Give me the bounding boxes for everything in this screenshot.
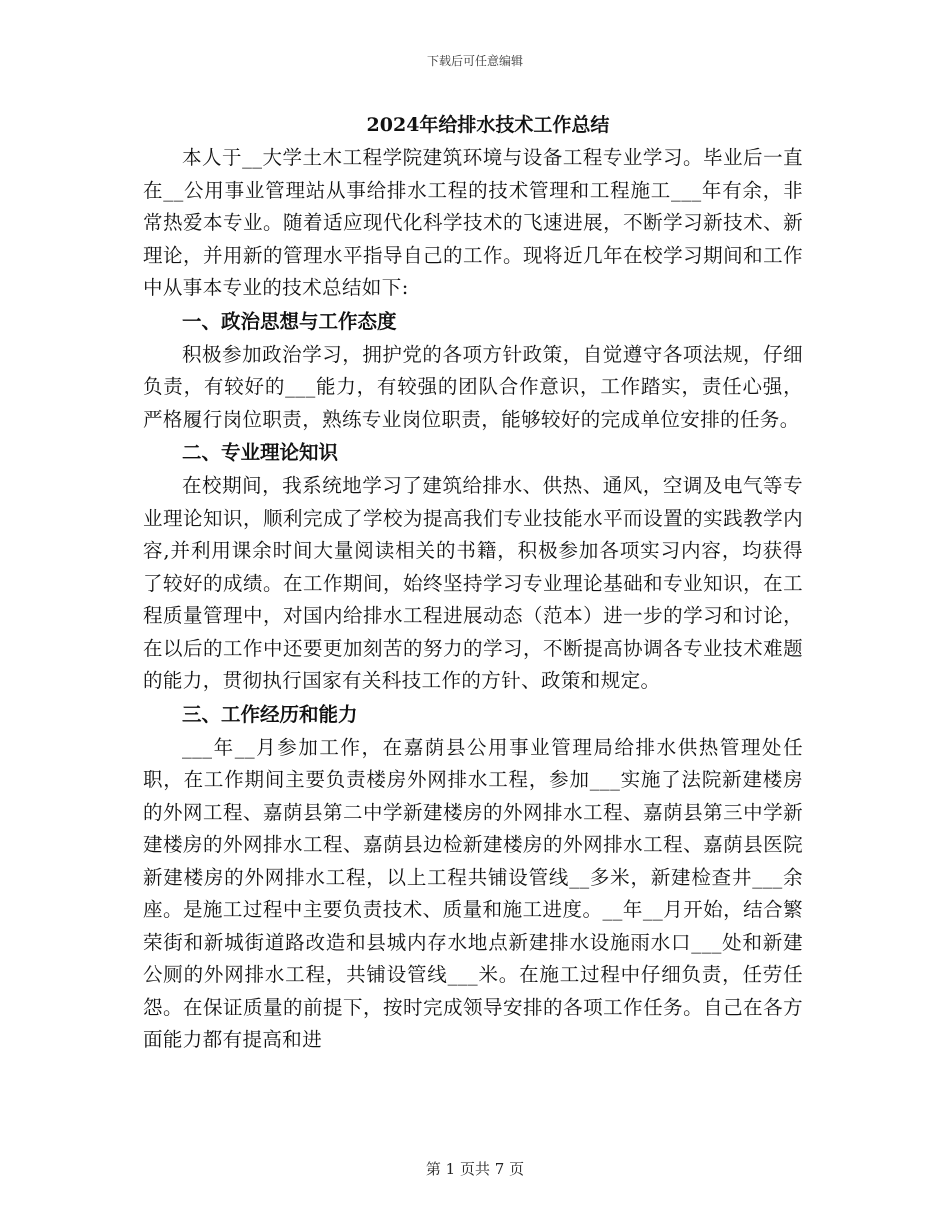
section-experience [143, 698, 803, 1057]
section-paragraph: 在校期间，我系统地学习了建筑给排水、供热、通风，空调及电气等专业理论知识，顺利完成了学校为提高我们专业技能水平而设置的实践教学内容,并利用课余时间大量阅读相关的书籍，积极参加各项实习内容，均获得了较好的成绩。在工作期间，始终坚持学习专业理论基础和专业知识，在工程质量管理中，对国内给排水工程进展动态（范本）进一步的学习和讨论，在以后的工作中还要更加刻苦的努力的学习，不断提高协调各专业技术难题的能力，贯彻执行国家有关科技工作的方针、政策和规定。 [143, 474, 803, 692]
section-political [143, 305, 803, 437]
section-heading: 一、政治思想与工作态度 [182, 309, 397, 333]
page-number: 第 1 页共 7 页 [425, 1160, 525, 1178]
document-title: 2024年给排水技术工作总结 [366, 114, 610, 136]
document-body [143, 108, 803, 1057]
intro-paragraph: 本人于__大学土木工程学院建筑环境与设备工程专业学习。毕业后一直在__公用事业管理站从事给排水工程的技术管理和工程施工___年有余，非常热爱本专业。随着适应现代化科学技术的飞速进展，不断学习新技术、新理论，并用新的管理水平指导自己的工作。现将近几年在校学习期间和工作中从事本专业的技术总结如下: [143, 146, 803, 299]
section-theory [143, 436, 803, 698]
section-paragraph: 积极参加政治学习，拥护党的各项方针政策，自觉遵守各项法规，仔细负责，有较好的___能力，有较强的团队合作意识，工作踏实，责任心强，严格履行岗位职责，熟练专业岗位职责，能够较好的完成单位安排的任务。 [143, 342, 803, 431]
header-note: 下载后可任意编辑 [426, 54, 523, 68]
section-heading: 二、专业理论知识 [182, 441, 339, 464]
section-heading: 三、工作经历和能力 [182, 702, 358, 726]
section-paragraph: ___年__月参加工作，在嘉荫县公用事业管理局给排水供热管理处任职，在工作期间主要负责楼房外网排水工程，参加___实施了法院新建楼房的外网工程、嘉荫县第二中学新建楼房的外网排水工程、嘉荫县第三中学新建楼房的外网排水工程、嘉荫县边检新建楼房的外网排水工程、嘉荫县医院新建楼房的外网排水工程，以上工程共铺设管线__多米，新建检查井___余座。是施工过程中主要负责技术、质量和施工进度。__年__月开始，结合繁荣街和新城街道路改造和县城内存水地点新建排水设施雨水口___处和新建公厕的外网排水工程，共铺设管线___米。在施工过程中仔细负责，任劳任怨。在保证质量的前提下，按时完成领导安排的各项工作任务。自己在各方面能力都有提高和进 [143, 735, 803, 1051]
